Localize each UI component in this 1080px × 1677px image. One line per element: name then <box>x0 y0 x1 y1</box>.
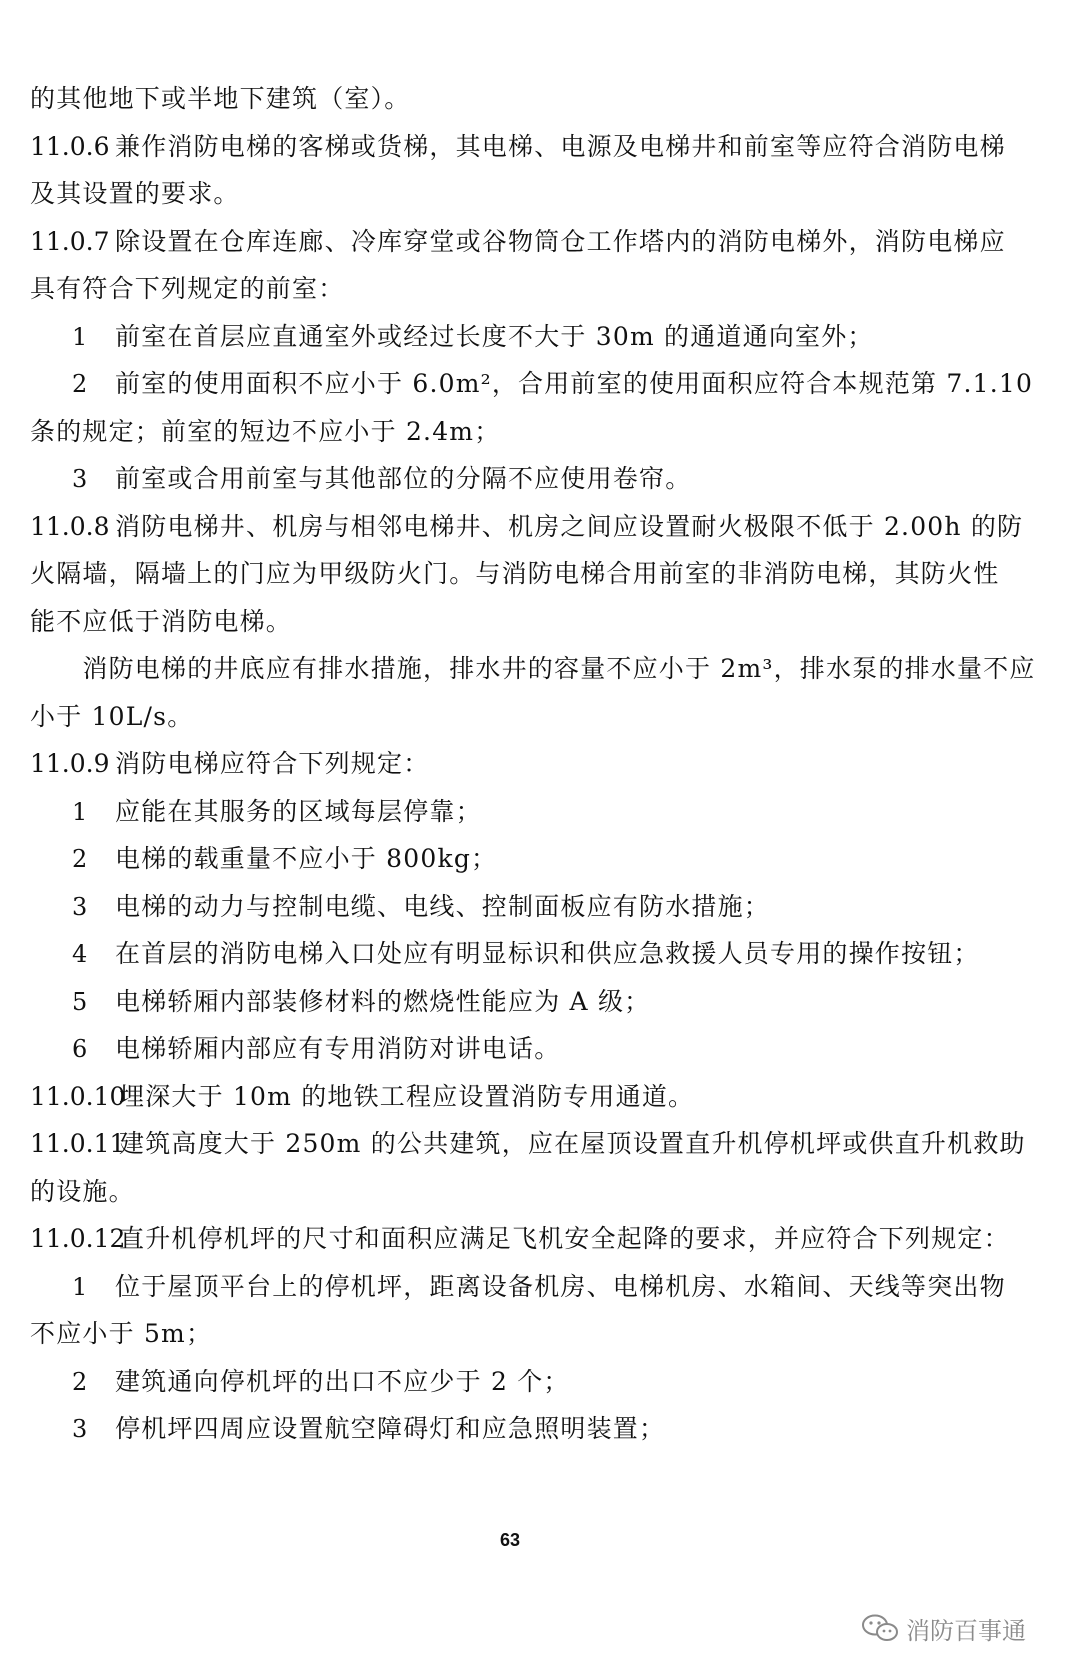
watermark <box>860 1612 1026 1644</box>
list-item-text: 电梯轿厢内部装修材料的燃烧性能应为 A 级； <box>115 987 651 1016</box>
list-item-text: 电梯轿厢内部应有专用消防对讲电话。 <box>115 1034 561 1063</box>
list-item-text: 电梯的载重量不应小于 800kg； <box>115 844 498 873</box>
list-item-text: 位于屋顶平台上的停机坪，距离设备机房、电梯机房、水箱间、天线等突出物 <box>115 1272 1006 1301</box>
paragraph-line: 消防电梯的井底应有排水措施，排水井的容量不应小于 2m³，排水泵的排水量不应 <box>30 654 1036 683</box>
page-number: 63 <box>499 1530 521 1550</box>
paragraph-line: 能不应低于消防电梯。 <box>30 607 293 636</box>
clause-number: 11.0.7 <box>30 227 110 256</box>
paragraph-line: 具有符合下列规定的前室： <box>30 274 345 303</box>
clause-number: 11.0.12 <box>30 1224 126 1253</box>
clause-text: 建筑高度大于 250m 的公共建筑，应在屋顶设置直升机停机坪或供直升机救助 <box>119 1129 1026 1158</box>
list-item-number: 3 <box>72 1415 88 1443</box>
paragraph-line: 及其设置的要求。 <box>30 179 240 208</box>
paragraph-line: 条的规定；前室的短边不应小于 2.4m； <box>30 417 501 446</box>
wechat-icon <box>860 1613 900 1643</box>
list-item-text: 前室或合用前室与其他部位的分隔不应使用卷帘。 <box>115 464 692 493</box>
clause-number: 11.0.6 <box>30 132 110 161</box>
list-item-number: 2 <box>72 370 88 398</box>
list-item-text: 前室在首层应直通室外或经过长度不大于 30m 的通道通向室外； <box>115 322 874 351</box>
list-item-text: 在首层的消防电梯入口处应有明显标识和供应急救援人员专用的操作按钮； <box>115 939 980 968</box>
clause-text: 埋深大于 10m 的地铁工程应设置消防专用通道。 <box>119 1082 695 1111</box>
clause-text: 直升机停机坪的尺寸和面积应满足飞机安全起降的要求，并应符合下列规定： <box>119 1224 1010 1253</box>
clause-number: 11.0.8 <box>30 512 110 541</box>
list-item-number: 5 <box>72 988 88 1016</box>
clause-number: 11.0.9 <box>30 749 110 778</box>
list-item-text: 应能在其服务的区域每层停靠； <box>115 797 482 826</box>
list-item-number: 2 <box>72 845 88 873</box>
paragraph-line: 不应小于 5m； <box>30 1319 213 1348</box>
list-item-number: 1 <box>72 1273 88 1301</box>
list-item-number: 3 <box>72 465 88 493</box>
list-item-text: 建筑通向停机坪的出口不应少于 2 个； <box>115 1367 570 1396</box>
list-item-number: 1 <box>72 323 88 351</box>
list-item-text: 停机坪四周应设置航空障碍灯和应急照明装置； <box>115 1414 666 1443</box>
list-item-text: 前室的使用面积不应小于 6.0m²，合用前室的使用面积应符合本规范第 7.1.10 <box>115 369 1034 398</box>
paragraph-line: 的其他地下或半地下建筑（室）。 <box>30 84 411 113</box>
list-item-number: 6 <box>72 1035 88 1063</box>
list-item-number: 4 <box>72 940 88 968</box>
clause-number: 11.0.10 <box>30 1082 126 1111</box>
clause-text: 兼作消防电梯的客梯或货梯，其电梯、电源及电梯井和前室等应符合消防电梯 <box>115 132 1006 161</box>
list-item-text: 电梯的动力与控制电缆、电线、控制面板应有防水措施； <box>115 892 771 921</box>
list-item-number: 2 <box>72 1368 88 1396</box>
list-item-number: 3 <box>72 893 88 921</box>
clause-text: 消防电梯井、机房与相邻电梯井、机房之间应设置耐火极限不低于 2.00h 的防 <box>115 512 1024 541</box>
watermark-text: 消防百事通 <box>906 1616 1026 1645</box>
paragraph-line: 的设施。 <box>30 1177 135 1206</box>
clause-number: 11.0.11 <box>30 1129 126 1158</box>
clause-text: 消防电梯应符合下列规定： <box>115 749 430 778</box>
clause-text: 除设置在仓库连廊、冷库穿堂或谷物筒仓工作塔内的消防电梯外，消防电梯应 <box>115 227 1006 256</box>
list-item-number: 1 <box>72 798 88 826</box>
paragraph-line: 火隔墙，隔墙上的门应为甲级防火门。与消防电梯合用前室的非消防电梯，其防火性 <box>30 559 1000 588</box>
paragraph-line: 小于 10L/s。 <box>30 702 194 731</box>
